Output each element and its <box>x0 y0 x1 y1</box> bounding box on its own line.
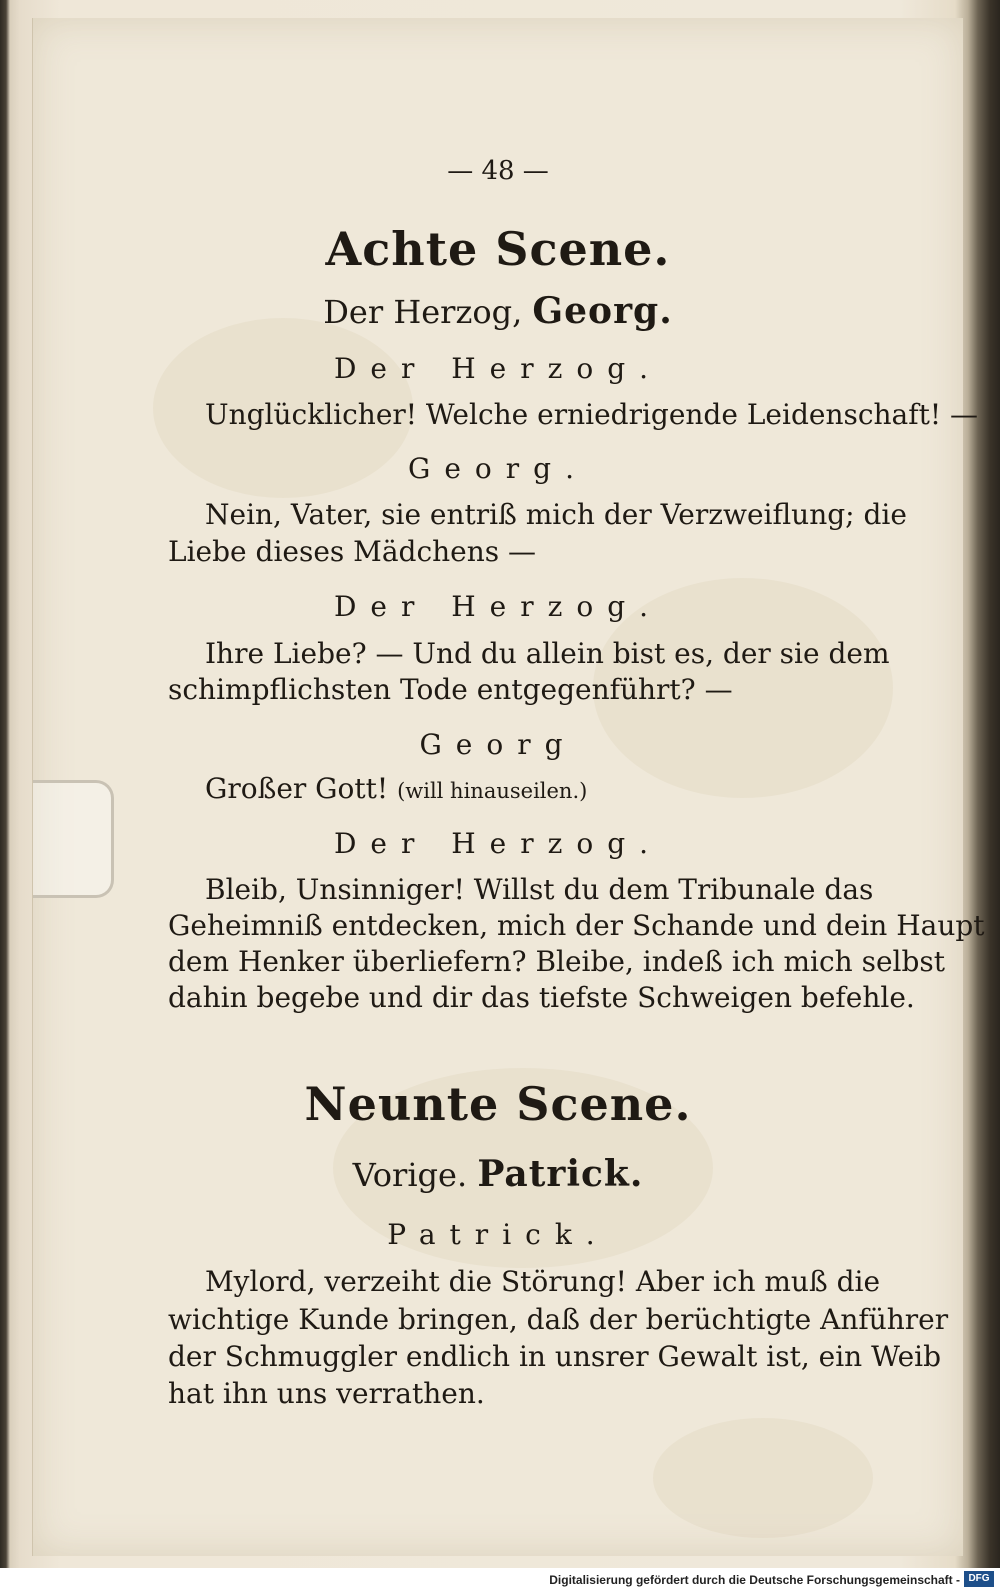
stage-direction: (will hinauseilen.) <box>397 779 588 803</box>
scene-title: Achte Scene. <box>325 222 671 276</box>
cast-name-bold: Patrick. <box>477 1153 644 1195</box>
speech-line: Liebe dieses Mädchens — <box>168 535 537 568</box>
cast-names: Der Herzog, <box>323 293 523 331</box>
digitization-footer <box>0 1568 1000 1592</box>
speech-text: Großer Gott! <box>205 772 389 805</box>
speech-line: Bleib, Unsinniger! Willst du dem Tribunale das <box>205 873 874 906</box>
speech-line: Mylord, verzeiht die Störung! Aber ich muß die <box>205 1265 881 1298</box>
scene-title: Neunte Scene. <box>304 1077 692 1131</box>
speaker-name: Patrick. <box>387 1218 609 1251</box>
speech-line <box>205 772 588 805</box>
speaker-name: Georg. <box>407 452 588 485</box>
cast-list <box>33 290 963 332</box>
speech-line: schimpflichsten Tode entgegenführt? — <box>168 673 733 706</box>
speech-line: dem Henker überliefern? Bleibe, indeß ich mich selbst <box>168 945 946 978</box>
dfg-logo-icon: DFG <box>964 1571 994 1587</box>
speech-line: Geheimniß entdecken, mich der Schande und dein Haupt <box>168 909 985 942</box>
speech-line: Unglücklicher! Welche erniedrigende Leidenschaft! — <box>205 398 979 431</box>
page-number: — 48 — <box>447 156 549 186</box>
cast-name-bold: Georg. <box>532 290 673 332</box>
cast-names: Vorige. <box>352 1156 468 1194</box>
speech-line: dahin begebe und dir das tiefste Schweigen befehle. <box>168 981 915 1014</box>
speech-line: Nein, Vater, sie entriß mich der Verzweiflung; die <box>205 498 907 531</box>
page-text <box>33 18 985 1556</box>
speech-line: der Schmuggler endlich in unsrer Gewalt ist, ein Weib <box>168 1340 942 1373</box>
book-page <box>32 18 985 1556</box>
speaker-name: Georg <box>419 728 577 761</box>
speech-line: hat ihn uns verrathen. <box>168 1377 485 1410</box>
speaker-name: Der Herzog. <box>333 352 663 385</box>
speaker-name: Der Herzog. <box>333 590 663 623</box>
footer-credit: Digitalisierung gefördert durch die Deutsche Forschungsgemeinschaft - <box>549 1573 960 1587</box>
speech-line: wichtige Kunde bringen, daß der berüchtigte Anführer <box>168 1303 949 1336</box>
cast-list <box>33 1153 963 1195</box>
speaker-name: Der Herzog. <box>333 827 663 860</box>
speech-line: Ihre Liebe? — Und du allein bist es, der sie dem <box>205 637 890 670</box>
